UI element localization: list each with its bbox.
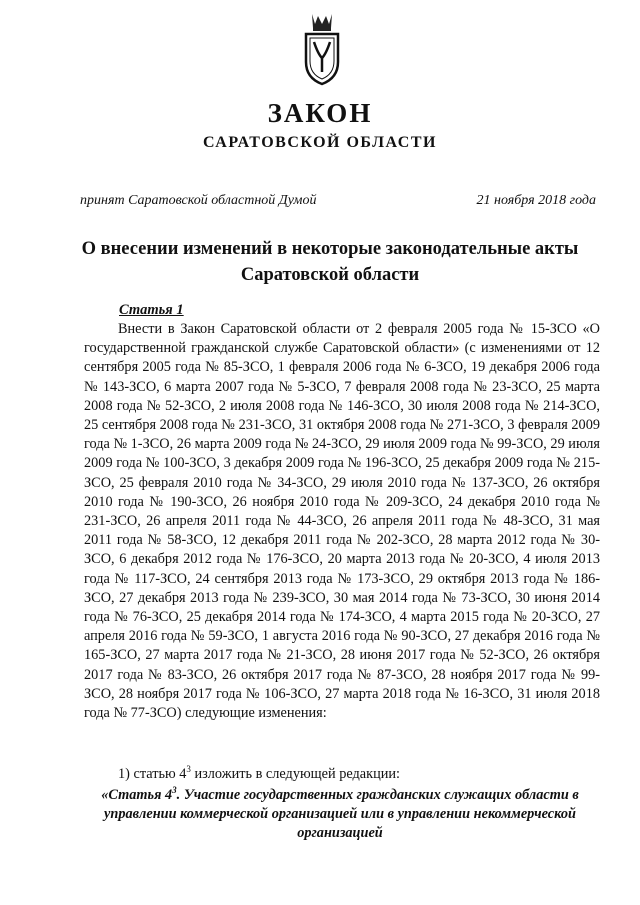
item-suffix: изложить в следующей редакции: [190,766,401,782]
new-article-suffix: . Участие государственных гражданских служащих области в управлении коммерческой организацией или в управлении некоммерческой организацией [104,787,579,841]
adopted-by: принят Саратовской областной Думой [80,193,317,208]
new-article-prefix: «Статья 4 [101,787,173,803]
amendment-item [118,766,400,783]
law-heading: О внесении изменений в некоторые законодательные акты Саратовской области [81,239,579,285]
adoption-date: 21 ноября 2018 года [476,193,596,208]
article-label: Статья 1 [119,302,184,318]
coat-of-arms-icon [300,10,344,86]
article-body: Внести в Закон Саратовской области от 2 февраля 2005 года № 15-ЗСО «О государственной гражданской службе Саратовской области» (с изменениями от 12 сентября 2005 года № 85-ЗСО, 1 февраля 2006 года № 6-ЗСО, 19 декабря 2006 года № 143-ЗСО, 6 марта 2007 года № 5-ЗСО, 7 февраля 2008 года № 23-ЗСО, 25 марта 2008 года № 52-ЗСО, 2 июля 2008 года № 146-ЗСО, 30 июля 2008 года № 214-ЗСО, 25 сентября 2008 года № 231-ЗСО, 31 октября 2008 года № 271-ЗСО, 3 февраля 2009 года № 1-ЗСО, 26 марта 2009 года № 24-ЗСО, 29 июля 2009 года № 99-ЗСО, 29 июля 2009 года № 100-ЗСО, 3 декабря 2009 года № 196-ЗСО, 25 декабря 2009 года № 215-ЗСО, 25 февраля 2010 года № 34-ЗСО, 29 июля 2010 года № 137-ЗСО, 26 октября 2010 года № 190-ЗСО, 26 ноября 2010 года № 209-ЗСО, 24 декабря 2010 года № 231-ЗСО, 26 апреля 2011 года № 44-ЗСО, 26 апреля 2011 года № 48-ЗСО, 31 мая 2011 года № 58-ЗСО, 12 декабря 2011 года № 202-ЗСО, 28 марта 2012 года № 30-ЗСО, 6 декабря 2012 года № 176-ЗСО, 20 марта 2013 года № 20-ЗСО, 4 июля 2013 года № 117-ЗСО, 24 сентября 2013 года № 173-ЗСО, 29 октября 2013 года № 186-ЗСО, 27 декабря 2013 года № 239-ЗСО, 30 мая 2014 года № 73-ЗСО, 30 июня 2014 года № 76-ЗСО, 25 декабря 2014 года № 174-ЗСО, 4 марта 2015 года № 20-ЗСО, 27 апреля 2016 года № 59-ЗСО, 1 августа 2016 года № 90-ЗСО, 27 декабря 2016 года № 165-ЗСО, 27 марта 2017 года № 21-ЗСО, 28 июня 2017 года № 52-ЗСО, 26 октября 2017 года № 83-ЗСО, 26 октября 2017 года № 87-ЗСО, 28 ноября 2017 года № 99-ЗСО, 28 ноября 2017 года № 106-ЗСО, 27 марта 2018 года № 16-ЗСО, 31 июля 2018 года № 77-ЗСО) следующие изменения: [84,321,600,722]
item-prefix: 1) статью 4 [118,766,187,782]
law-title: ЗАКОН [267,98,373,128]
region-subtitle: САРАТОВСКОЙ ОБЛАСТИ [203,134,437,151]
new-article-title [70,786,610,843]
new-article-sup: 3 [172,785,177,796]
item-sup: 3 [186,764,191,775]
